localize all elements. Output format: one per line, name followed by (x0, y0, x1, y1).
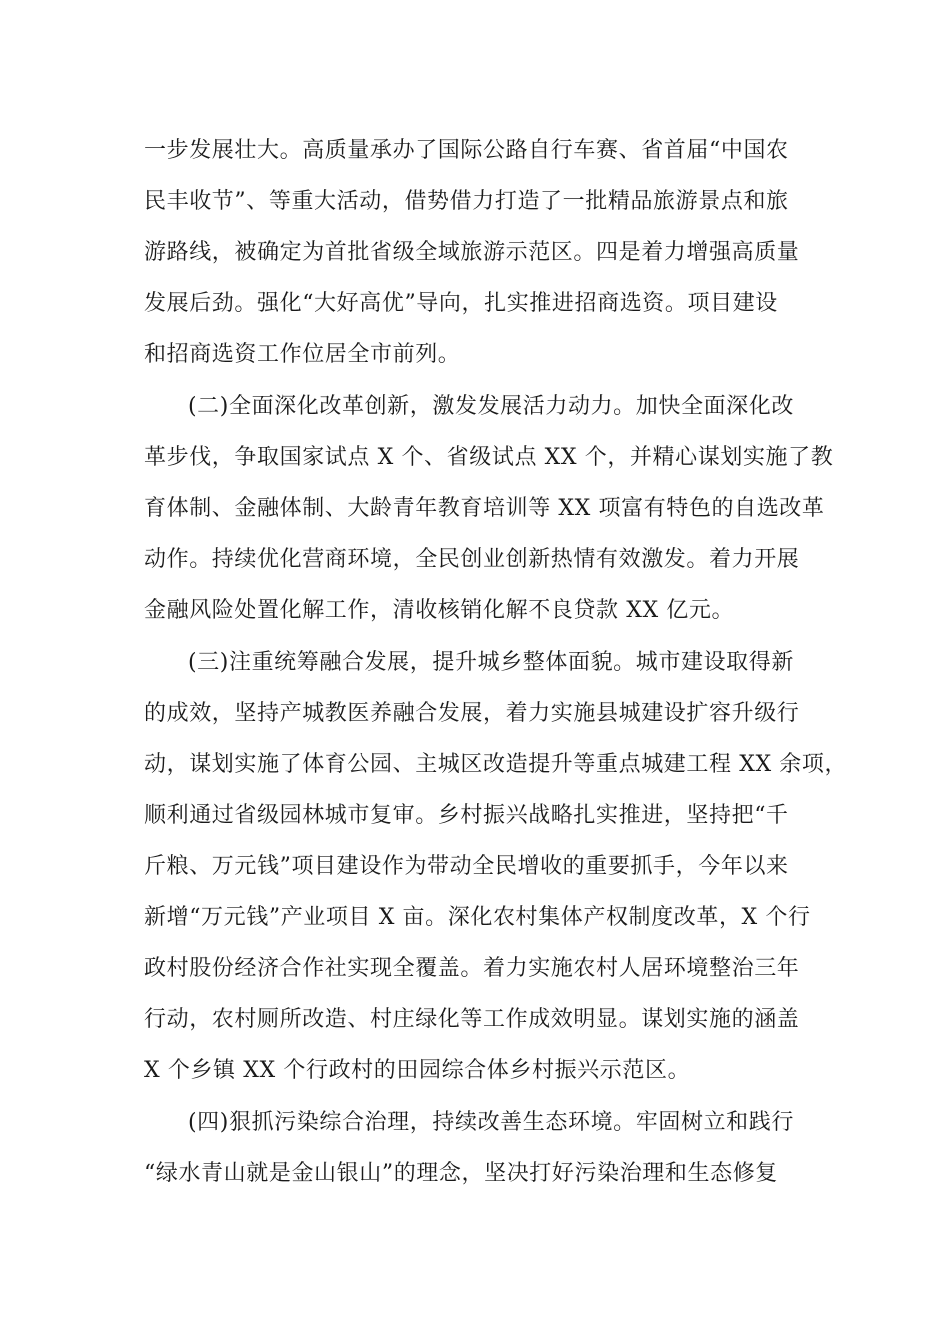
text-line: 动，谋划实施了体育公园、主城区改造提升等重点城建工程 XX 余项， (144, 752, 848, 777)
text-line: 游路线，被确定为首批省级全域旅游示范区。四是着力增强高质量 (144, 240, 800, 265)
text-line: 育体制、金融体制、大龄青年教育培训等 XX 项富有特色的自选改革 (144, 496, 825, 521)
text-line: 动作。持续优化营商环境，全民创业创新热情有效激发。着力开展 (144, 547, 800, 572)
paragraph-heading-line: (二)全面深化改革创新，激发发展活力动力。加快全面深化改 (188, 394, 794, 419)
text-line: 金融风险处置化解工作，清收核销化解不良贷款 XX 亿元。 (144, 598, 735, 623)
paragraph-heading-line: (四)狠抓污染综合治理，持续改善生态环境。牢固树立和践行 (188, 1110, 794, 1135)
text-line: X 个乡镇 XX 个行政村的田园综合体乡村振兴示范区。 (144, 1058, 691, 1083)
text-line: 行动，农村厕所改造、村庄绿化等工作成效明显。谋划实施的涵盖 (144, 1007, 800, 1032)
text-line: 政村股份经济合作社实现全覆盖。着力实施农村人居环境整治三年 (144, 956, 800, 981)
text-line: 顺利通过省级园林城市复审。乡村振兴战略扎实推进，坚持把“千 (144, 803, 789, 828)
text-line: 的成效，坚持产城教医养融合发展，着力实施县城建设扩容升级行 (144, 701, 800, 726)
text-line: 一步发展壮大。高质量承办了国际公路自行车赛、省首届“中国农 (144, 138, 789, 163)
text-line: 和招商选资工作位居全市前列。 (144, 342, 461, 367)
text-line: 新增“万元钱”产业项目 X 亩。深化农村集体产权制度改革，X 个行 (144, 905, 811, 930)
paragraph-heading-line: (三)注重统筹融合发展，提升城乡整体面貌。城市建设取得新 (188, 650, 794, 675)
text-line: 民丰收节”、等重大活动，借势借力打造了一批精品旅游景点和旅 (144, 189, 789, 214)
text-line: 发展后劲。强化“大好高优”导向，扎实推进招商选资。项目建设 (144, 291, 778, 316)
text-line: “绿水青山就是金山银山”的理念，坚决打好污染治理和生态修复 (144, 1161, 778, 1186)
text-line: 斤粮、万元钱”项目建设作为带动全民增收的重要抓手，今年以来 (144, 854, 789, 879)
text-line: 革步伐，争取国家试点 X 个、省级试点 XX 个，并精心谋划实施了教 (144, 445, 834, 470)
